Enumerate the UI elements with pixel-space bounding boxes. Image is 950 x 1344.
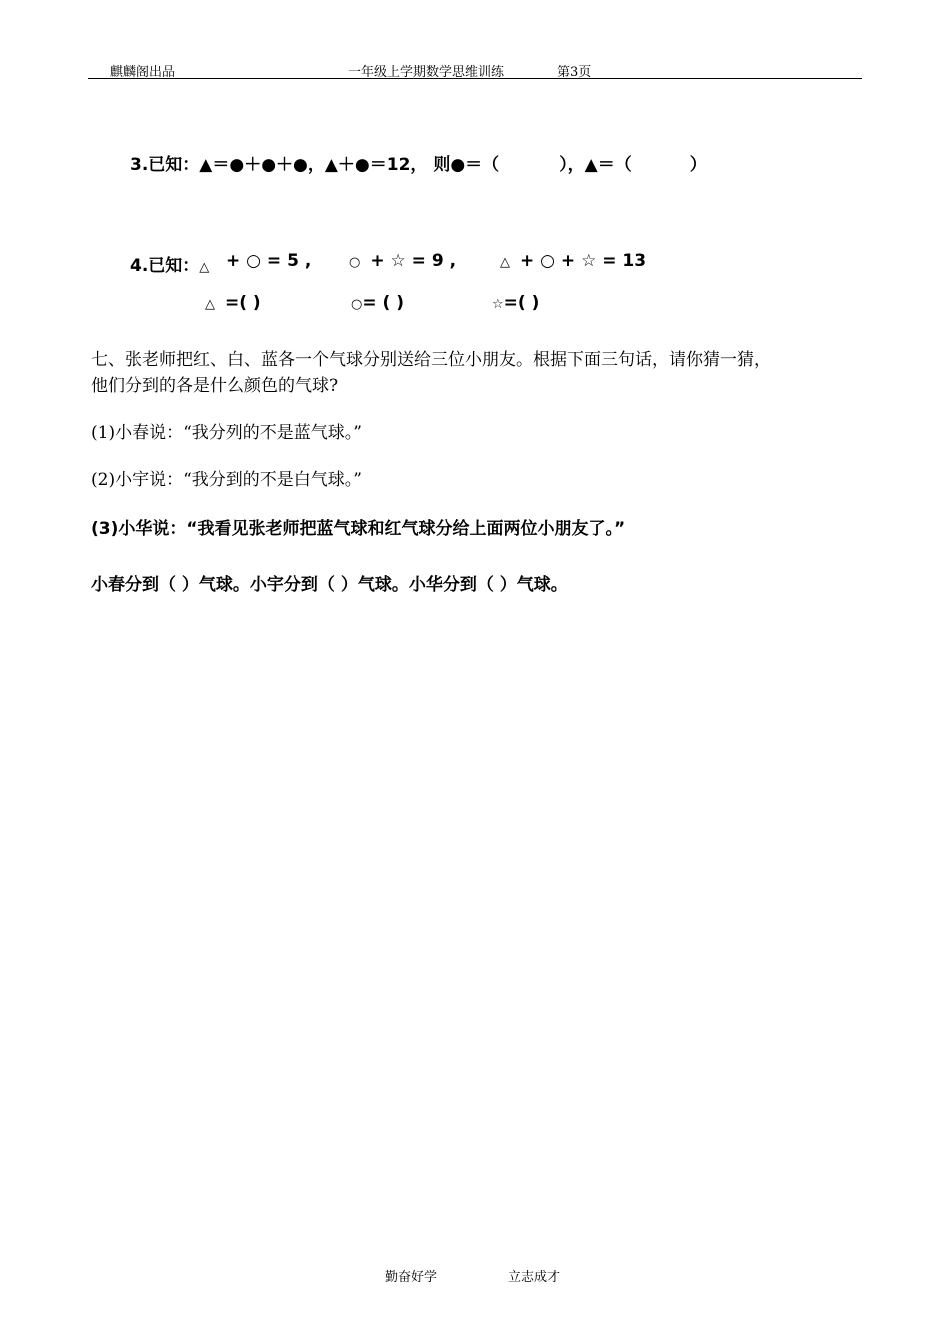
question-4-equation-3-group xyxy=(500,251,646,271)
circle-symbol: ○ xyxy=(349,255,361,270)
clue-2: (2)小宇说：“我分到的不是白气球。” xyxy=(91,470,362,490)
question-4-equation-3: + ○ + ☆ = 13 xyxy=(520,251,647,271)
answer-triangle-blank: =( ) xyxy=(225,293,261,313)
question-3-text-a: 3.已知：▲＝●＋●＋●，▲＋●＝12， 则●＝（ xyxy=(130,155,500,175)
answer-line: 小春分到（ ）气球。小宇分到（ ）气球。小华分到（ ）气球。 xyxy=(91,575,568,595)
footer-motto-left: 勤奋好学 xyxy=(385,1270,438,1285)
question-4-label: 4.已知： xyxy=(130,256,200,276)
question-4-answer-circle xyxy=(351,293,404,313)
question-3 xyxy=(130,150,707,175)
header-title: 一年级上学期数学思维训练 xyxy=(348,65,505,80)
triangle-symbol: △ xyxy=(205,297,215,312)
header-publisher: 麒麟阁出品 xyxy=(110,65,176,80)
footer-motto-right: 立志成才 xyxy=(508,1270,561,1285)
question-4-equation-2: + ☆ = 9 , xyxy=(370,251,457,271)
question-4-answer-triangle xyxy=(205,293,261,313)
triangle-symbol: △ xyxy=(199,260,210,275)
answer-star-blank: =( ) xyxy=(503,293,540,313)
triangle-symbol: △ xyxy=(500,255,510,270)
question-4-line-1 xyxy=(130,251,209,276)
question-4-answer-star xyxy=(492,293,539,313)
section-7-intro-line-1: 七、张老师把红、白、蓝各一个气球分别送给三位小朋友。根据下面三句话，请你猜一猜， xyxy=(91,350,771,370)
star-symbol: ☆ xyxy=(492,297,504,312)
question-4-equation-2-group xyxy=(349,251,456,271)
answer-circle-blank: = ( ) xyxy=(362,293,404,313)
question-3-text-b: ），▲＝（ xyxy=(559,155,632,175)
clue-1: (1)小春说：“我分列的不是蓝气球。” xyxy=(91,423,362,443)
circle-symbol: ○ xyxy=(351,297,363,312)
header-rule xyxy=(88,78,862,79)
question-4-equation-1: + ○ = 5 , xyxy=(226,251,312,271)
clue-3: (3)小华说：“我看见张老师把蓝气球和红气球分给上面两位小朋友了。” xyxy=(91,519,626,539)
header-page-number: 第3页 xyxy=(557,65,592,80)
section-7-intro-line-2: 他们分到的各是什么颜色的气球? xyxy=(91,376,339,396)
question-3-text-c: ） xyxy=(689,155,707,175)
